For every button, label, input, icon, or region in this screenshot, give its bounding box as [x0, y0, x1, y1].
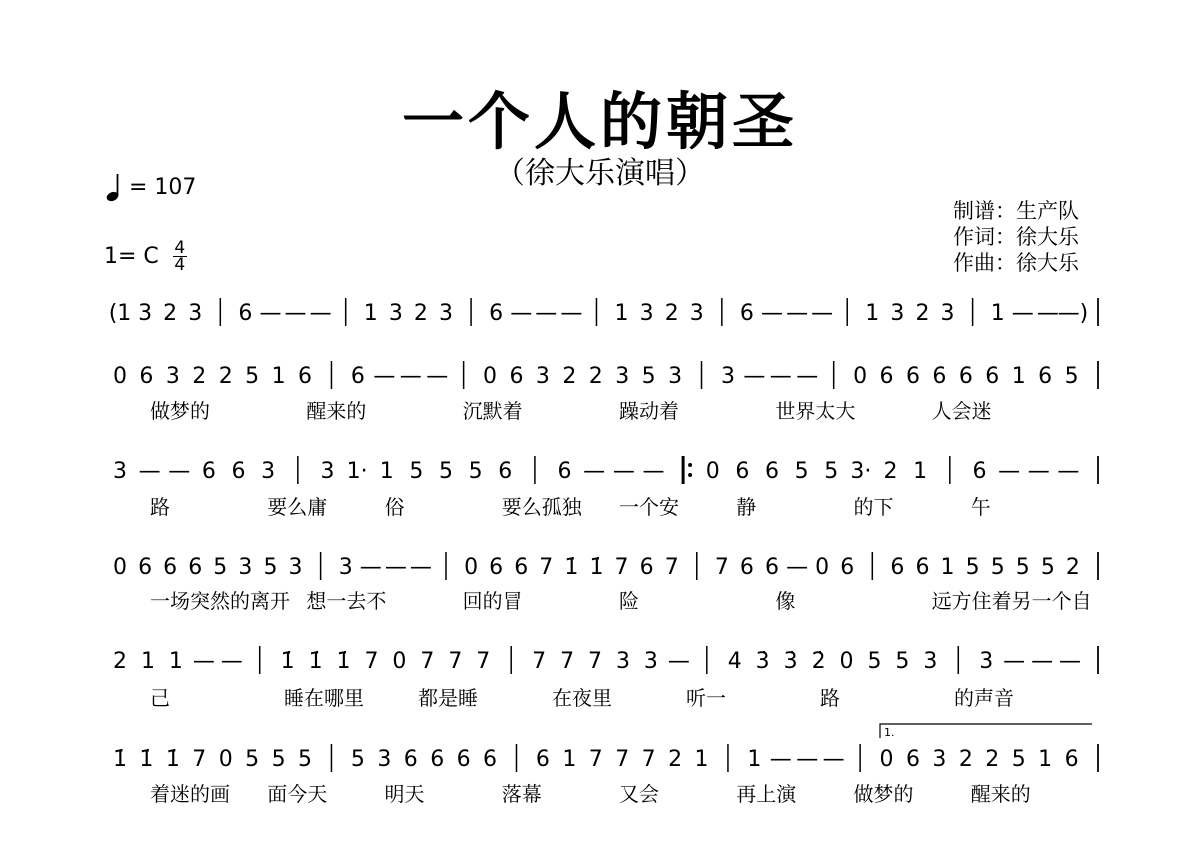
score-note: 0: [839, 649, 854, 674]
score-note: 3: [138, 301, 153, 326]
score-note: 7: [560, 649, 575, 674]
score-note: —: [535, 301, 558, 326]
lyric-text: 想一去不: [306, 589, 387, 613]
score-note: 6: [456, 747, 471, 772]
score-note: 6: [915, 555, 930, 580]
score-note: —: [259, 301, 282, 326]
score-note: 1: [363, 301, 378, 326]
score-note: 6: [188, 555, 203, 580]
score-note: 5: [409, 459, 424, 484]
score-note: 7: [420, 649, 435, 674]
score-note: 6: [489, 555, 504, 580]
score-note: 7: [476, 649, 491, 674]
score-note: 1: [694, 747, 709, 772]
credit-composer: 作曲：徐大乐: [953, 251, 1079, 275]
score-note: 3: [890, 301, 905, 326]
score-note: —: [138, 459, 161, 484]
score-note: 3: [639, 301, 654, 326]
score-note: 6: [350, 364, 365, 389]
score-note: 3: [535, 364, 550, 389]
score-note: 3: [615, 649, 630, 674]
volta-bracket: [880, 724, 1092, 738]
score-note: 2: [958, 747, 973, 772]
score-note: 3: [320, 459, 335, 484]
lyric-text: 己: [150, 686, 170, 710]
score-note: —: [796, 747, 819, 772]
score-note: 6: [535, 747, 550, 772]
score-note: 2: [1065, 555, 1080, 580]
score-note: —: [1057, 459, 1080, 484]
score-note: 3: [238, 555, 253, 580]
score-note: 5: [1015, 555, 1030, 580]
score-note: —: [373, 364, 396, 389]
score-note: 6: [905, 747, 920, 772]
score-note: 1: [747, 747, 762, 772]
score-note: —: [642, 459, 665, 484]
score-note: 6: [163, 555, 178, 580]
score-note: 6: [138, 555, 153, 580]
score-note: 6: [298, 364, 313, 389]
score-note: 2: [192, 364, 207, 389]
score-note: 3: [979, 649, 994, 674]
score-note: 1̇: [113, 747, 127, 772]
lyric-text: 回的冒: [462, 589, 523, 613]
score-note: 6: [430, 747, 445, 772]
score-note: —: [1003, 649, 1026, 674]
score-note: 6: [231, 459, 246, 484]
score-note: 1: [1011, 364, 1026, 389]
score-note: 6: [765, 459, 779, 484]
score-note: 1: [865, 301, 880, 326]
score-note: 6: [139, 364, 154, 389]
score-note: 7: [364, 649, 379, 674]
score-note: 1̇: [589, 555, 604, 580]
score-note: 3: [439, 301, 453, 326]
score-note: 3: [261, 459, 276, 484]
lyric-text: 人会迷: [931, 399, 992, 423]
score-note: —: [743, 364, 766, 389]
score-note: 3: [940, 301, 955, 326]
score-note: 5: [350, 747, 365, 772]
score-note: 3: [288, 555, 303, 580]
lyric-text: 做梦的: [853, 782, 914, 806]
lyric-text: 远方住着另一个自: [931, 589, 1092, 613]
score-note: 5: [990, 555, 1005, 580]
score-note: 1·: [346, 459, 368, 484]
score-note: —: [192, 649, 215, 674]
score-note: 7: [448, 649, 463, 674]
lyric-text: 都是睡: [418, 686, 478, 710]
score-note: —: [667, 649, 690, 674]
score-note: 2: [883, 459, 898, 484]
score-note: 6: [739, 555, 754, 580]
score-note: 0: [218, 747, 233, 772]
score-note: 5: [298, 747, 313, 772]
lyric-text: 睡在哪里: [284, 686, 364, 710]
score-note: 1: [1038, 747, 1053, 772]
score-note: 2: [413, 301, 428, 326]
score-note: 1: [940, 555, 955, 580]
repeat-dot: [688, 463, 692, 467]
score-note: 7: [532, 649, 547, 674]
score-note: —: [769, 364, 792, 389]
score-note: —: [1027, 459, 1050, 484]
score-note: 0: [705, 459, 720, 484]
lyric-text: 路: [150, 495, 170, 519]
score-note: 3: [643, 649, 658, 674]
score-note: 1: [168, 649, 183, 674]
score-note: 5: [1011, 747, 1026, 772]
time-bottom: 4: [174, 255, 186, 275]
lyric-text: 俗: [384, 495, 405, 519]
lyric-text: 又会: [619, 782, 659, 806]
score-note: 5: [1040, 555, 1055, 580]
score-note: 5: [1064, 364, 1079, 389]
score-note: 2: [562, 364, 577, 389]
score-note: —: [822, 747, 845, 772]
score-note: (1: [108, 301, 132, 326]
score-note: 2: [163, 301, 178, 326]
score-note: —: [811, 301, 834, 326]
score-note: 3: [113, 459, 127, 484]
score-note: 6: [483, 747, 498, 772]
score-note: 0: [853, 364, 868, 389]
score-note: 6: [403, 747, 418, 772]
score-note: 6: [932, 364, 947, 389]
lyric-text: 躁动着: [619, 399, 679, 423]
credit-lyricist: 作词：徐大乐: [953, 225, 1079, 249]
score-note: 7: [641, 747, 656, 772]
score-note: 7: [714, 555, 729, 580]
lyric-text: 险: [619, 589, 639, 613]
score-note: 6: [498, 459, 513, 484]
score-note: 7: [539, 555, 554, 580]
score-note: 3: [377, 747, 392, 772]
score-note: 6: [879, 364, 894, 389]
lyric-text: 听一: [686, 686, 726, 710]
score-note: 1: [913, 459, 928, 484]
score-note: 3: [689, 301, 704, 326]
score-note: 1: [562, 747, 577, 772]
lyric-text: 醒来的: [970, 782, 1031, 806]
score-note: 2: [218, 364, 233, 389]
score-note: 3: [338, 555, 353, 580]
score-note: 3·: [850, 459, 872, 484]
lyric-text: 醒来的: [306, 399, 367, 423]
score-note: 2: [113, 649, 127, 674]
score-note: 1̇: [564, 555, 579, 580]
lyric-text: 再上演: [736, 782, 797, 806]
lyric-text: 明天: [384, 782, 425, 806]
score-note: 5: [245, 364, 260, 389]
score-note: 1: [271, 364, 286, 389]
score-note: —: [168, 459, 191, 484]
score-note: 5: [271, 747, 286, 772]
score-note: —: [284, 301, 307, 326]
score-note: —: [769, 747, 792, 772]
score-note: 7: [615, 747, 630, 772]
score-note: 0: [464, 555, 479, 580]
score-note: 0: [113, 555, 127, 580]
score-note: —: [796, 364, 819, 389]
lyric-text: 静: [736, 495, 757, 519]
score-note: —: [786, 301, 809, 326]
score-note: 6: [489, 301, 504, 326]
score-note: —: [359, 555, 382, 580]
score-note: 5: [213, 555, 228, 580]
score-note: 7: [588, 649, 603, 674]
score-note: 3̇: [783, 649, 798, 674]
lyric-text: 的下: [853, 495, 894, 519]
score-note: —: [786, 555, 809, 580]
score-note: —: [1031, 649, 1054, 674]
score-note: 2: [664, 301, 679, 326]
lyric-text: 做梦的: [150, 399, 210, 423]
score-note: 7: [664, 555, 679, 580]
score-note: 1̇: [139, 747, 154, 772]
score-note: 5: [895, 649, 910, 674]
score-note: 6: [1064, 747, 1079, 772]
song-title: 一个人的朝圣: [401, 85, 798, 158]
score-note: 5: [824, 459, 839, 484]
score-note: —: [510, 301, 533, 326]
score-note: 6: [735, 459, 750, 484]
score-note: 3̇: [755, 649, 770, 674]
credit-arranger: 制谱：生产队: [953, 199, 1079, 223]
lyric-text: 午: [970, 495, 991, 519]
score-note: 2: [985, 747, 1000, 772]
score-note: 3: [388, 301, 403, 326]
lyric-text: 一个安: [619, 495, 679, 519]
score-note: 6: [1038, 364, 1053, 389]
lyric-text: 一场突然的离开: [150, 589, 290, 613]
lyric-text: 在夜里: [552, 686, 612, 710]
score-note: 4: [727, 649, 742, 674]
score-note: 6: [739, 301, 754, 326]
score-note: 1̇: [308, 649, 323, 674]
score-note: 7: [614, 555, 629, 580]
score-note: 6: [985, 364, 1000, 389]
score-note: —: [998, 459, 1021, 484]
score-note: —: [399, 364, 422, 389]
score-note: 0: [815, 555, 830, 580]
score-note: 0: [483, 364, 498, 389]
score-note: 6: [972, 459, 987, 484]
score-note: 5: [468, 459, 483, 484]
score-note: —: [1036, 301, 1059, 326]
score-note: —: [384, 555, 407, 580]
score-note: 2: [915, 301, 930, 326]
lyric-text: 要么孤独: [501, 495, 582, 519]
score-note: 1: [140, 649, 155, 674]
score-note: 5: [794, 459, 809, 484]
score-note: —: [309, 301, 332, 326]
score-note: 6: [765, 555, 779, 580]
score-note: 5: [263, 555, 278, 580]
lyric-text: 的声音: [954, 686, 1014, 710]
score-note: 5: [867, 649, 882, 674]
score-note: 3: [923, 649, 938, 674]
score-note: —: [761, 301, 783, 326]
score-note: —): [1057, 301, 1089, 326]
score-note: 6: [958, 364, 973, 389]
score-note: 0: [113, 364, 127, 389]
lyric-text: 落幕: [501, 782, 542, 806]
score-note: 3: [720, 364, 735, 389]
score-note: —: [426, 364, 449, 389]
score-note: 2̇: [811, 649, 826, 674]
score-note: 6: [639, 555, 654, 580]
lyric-text: 沉默着: [462, 399, 523, 423]
score-note: —: [220, 649, 243, 674]
score-note: 6: [514, 555, 529, 580]
lyric-text: 面今天: [267, 782, 328, 806]
repeat-dot: [688, 473, 692, 477]
score-note: 6: [905, 364, 920, 389]
score-note: —: [409, 555, 432, 580]
tempo-value: = 107: [129, 174, 197, 200]
score-note: 1̇: [336, 649, 351, 674]
score-note: 6: [509, 364, 524, 389]
score-note: 3: [188, 301, 203, 326]
score-note: 3: [165, 364, 180, 389]
score-note: 7: [588, 747, 603, 772]
lyric-text: 路: [820, 686, 840, 710]
lyric-text: 世界太大: [775, 399, 856, 423]
key-label: 1= C: [104, 244, 159, 269]
score-note: 1: [990, 301, 1005, 326]
score-note: 0: [392, 649, 407, 674]
time-top: 4: [174, 238, 186, 258]
score-note: 2: [588, 364, 603, 389]
score-note: 5: [965, 555, 980, 580]
score-note: 0: [879, 747, 894, 772]
score-note: 1: [379, 459, 394, 484]
song-subtitle: （徐大乐演唱）: [495, 156, 705, 191]
score-note: 1: [614, 301, 629, 326]
score-note: —: [1059, 649, 1082, 674]
score-note: 1̇: [280, 649, 295, 674]
score-note: —: [612, 459, 635, 484]
score-note: 2: [668, 747, 683, 772]
score-note: —: [1011, 301, 1034, 326]
score-note: 5: [439, 459, 453, 484]
score-note: —: [560, 301, 583, 326]
score-note: 3: [668, 364, 683, 389]
score-note: 6: [238, 301, 253, 326]
score-note: 7: [192, 747, 207, 772]
score-note: 5: [641, 364, 656, 389]
volta-label: 1.: [884, 726, 895, 739]
score-note: 3: [932, 747, 947, 772]
score-note: 6: [557, 459, 572, 484]
score-note: 1̇: [165, 747, 180, 772]
score-note: —: [583, 459, 606, 484]
lyric-text: 像: [775, 589, 796, 613]
score-note: 6: [840, 555, 855, 580]
score-note: 5: [245, 747, 260, 772]
lyric-text: 要么庸: [267, 495, 328, 519]
score-note: 6: [201, 459, 216, 484]
score-note: 6: [890, 555, 905, 580]
score-note: 3: [615, 364, 630, 389]
lyric-text: 着迷的画: [150, 782, 230, 806]
